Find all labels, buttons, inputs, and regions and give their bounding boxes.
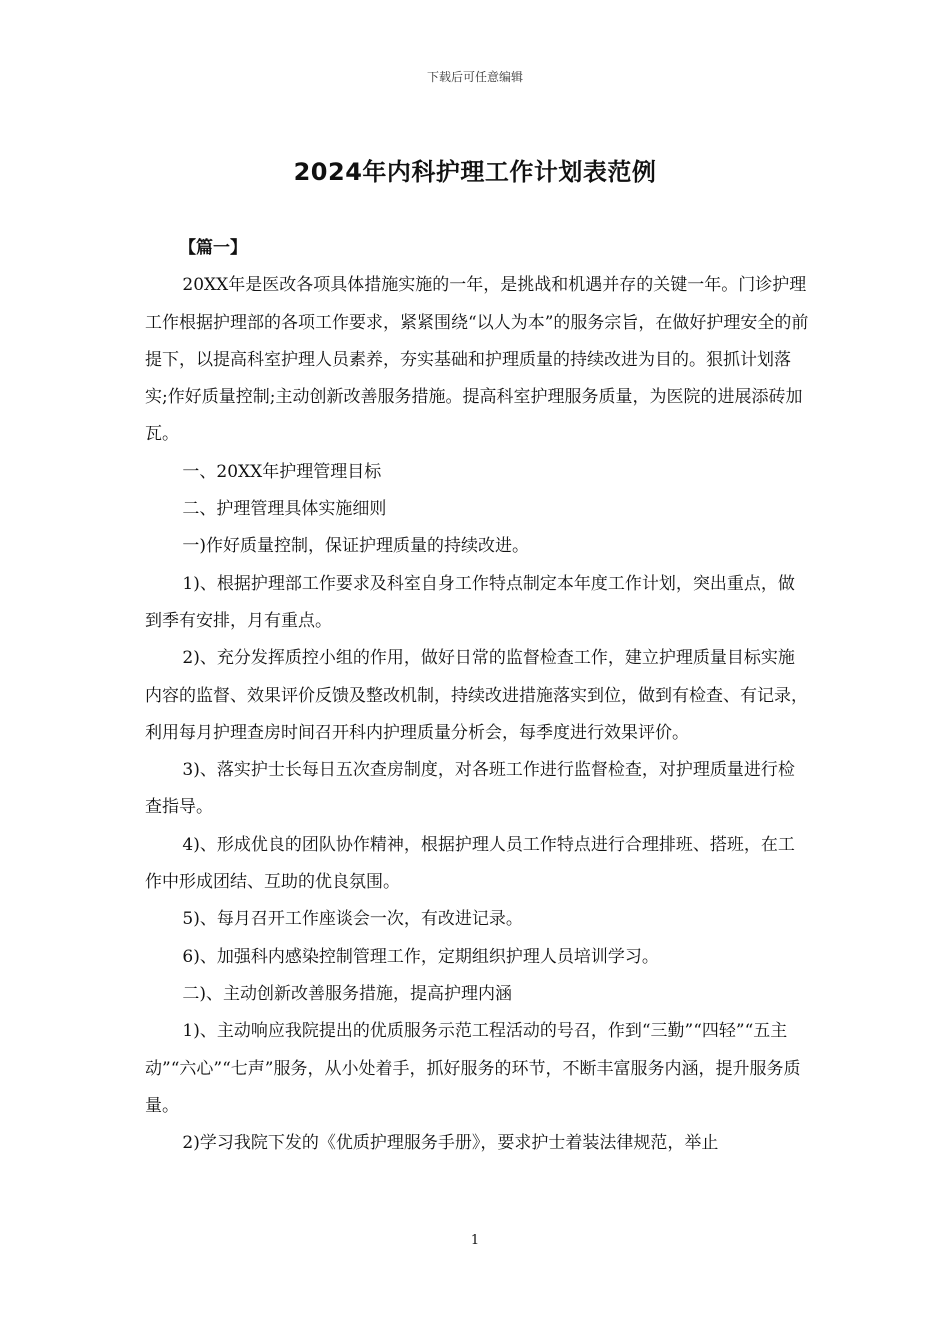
paragraph: 5)、每月召开工作座谈会一次，有改进记录。 xyxy=(182,909,523,930)
paragraph: 2)学习我院下发的《优质护理服务手册》，要求护士着装法律规范，举止 xyxy=(182,1133,719,1154)
paragraph: 6)、加强科内感染控制管理工作，定期组织护理人员培训学习。 xyxy=(182,946,659,967)
paragraph: 一)作好质量控制，保证护理质量的持续改进。 xyxy=(182,536,530,557)
paragraph: 2)、充分发挥质控小组的作用，做好日常的监督检查工作，建立护理质量目标实施内容的监督、效果评价反馈及整改机制，持续改进措施落实到位，做到有检查、有记录，利用每月护理查房时间召开科内护理质量分析会，每季度进行效果评价。 xyxy=(145,648,808,743)
page-header: 下载后可任意编辑 xyxy=(426,70,523,84)
paragraph: 1)、主动响应我院提出的优质服务示范工程活动的号召，作到“三勤”“四轻”“五主动”“六心”“七声”服务，从小处着手，抓好服务的环节，不断丰富服务内涵，提升服务质量。 xyxy=(145,1021,801,1116)
paragraph: 4)、形成优良的团队协作精神，根据护理人员工作特点进行合理排班、搭班，在工作中形成团结、互助的优良氛围。 xyxy=(145,834,795,893)
page-number: 1 xyxy=(470,1233,480,1248)
paragraph: 3)、落实护士长每日五次查房制度，对各班工作进行监督检查，对护理质量进行检查指导。 xyxy=(145,760,795,818)
paragraph: 一、20XX年护理管理目标 xyxy=(182,461,382,482)
section-heading: 【篇一】 xyxy=(179,238,247,258)
paragraph: 20XX年是医改各项具体措施实施的一年，是挑战和机遇并存的关键一年。门诊护理工作根据护理部的各项工作要求，紧紧围绕“以人为本”的服务宗旨，在做好护理安全的前提下，以提高科室护理人员素养，夯实基础和护理质量的持续改进为目的。狠抓计划落实;作好质量控制;主动创新改善服务措施。提高科室护理服务质量，为医院的进展添砖加瓦。 xyxy=(145,275,809,445)
paragraph: 1)、根据护理部工作要求及科室自身工作特点制定本年度工作计划，突出重点，做到季有安排，月有重点。 xyxy=(145,573,795,631)
document-title: 2024年内科护理工作计划表范例 xyxy=(293,158,657,186)
paragraph: 二)、主动创新改善服务措施，提高护理内涵 xyxy=(182,983,513,1004)
paragraph: 二、护理管理具体实施细则 xyxy=(182,499,387,520)
document-body xyxy=(145,230,810,1162)
